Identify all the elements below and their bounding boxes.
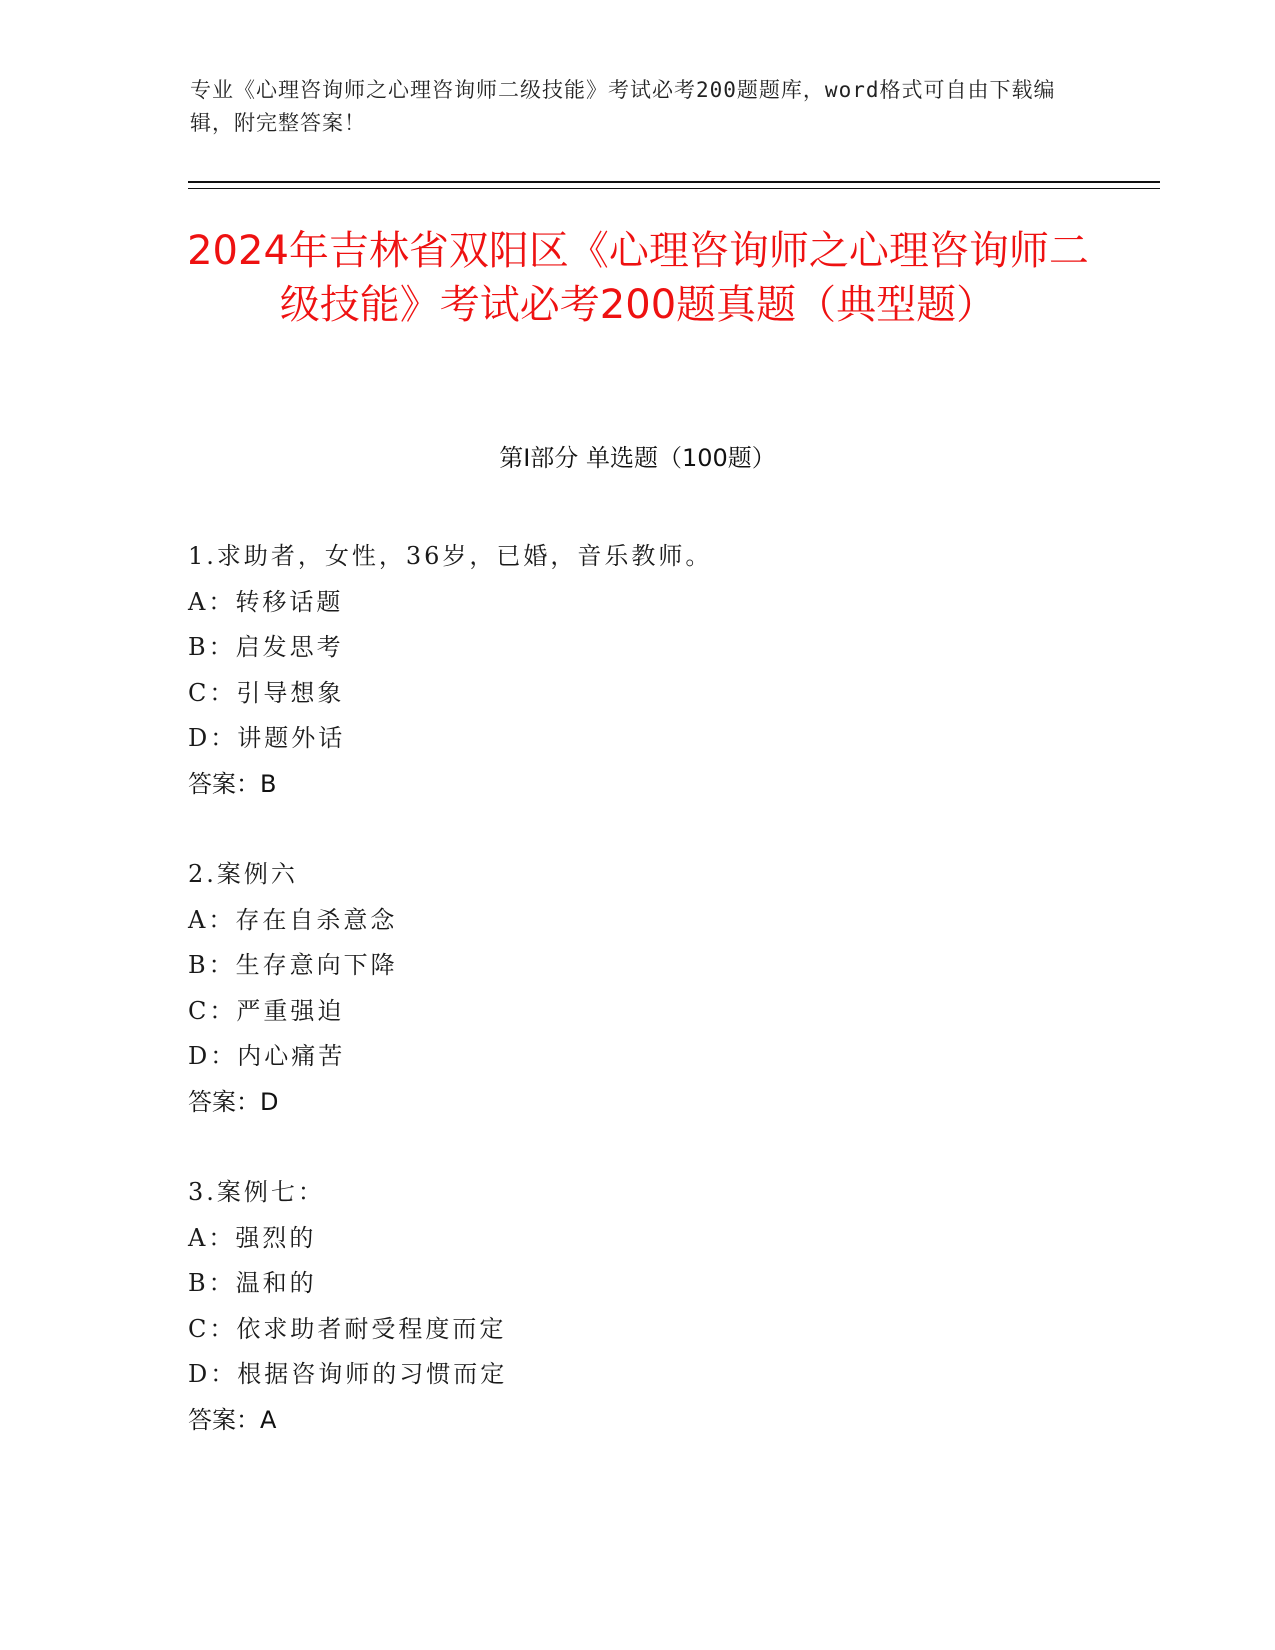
option-a: A：转移话题: [188, 587, 344, 616]
option-b: B：生存意向下降: [188, 951, 398, 979]
section-title: 第I部分 单选题（100题）: [499, 444, 776, 472]
option-d: D：根据咨询师的习惯而定: [188, 1360, 508, 1388]
question-3: [188, 1170, 1088, 1443]
option-c: C：严重强迫: [188, 996, 345, 1025]
option-b: B：启发思考: [188, 633, 344, 661]
question-stem: 1.求助者，女性，36岁，已婚，音乐教师。: [188, 542, 713, 570]
question-list: [188, 534, 1088, 1488]
header-note: 专业《心理咨询师之心理咨询师二级技能》考试必考200题题库，word格式可自由下载编辑，附完整答案！: [190, 78, 1056, 135]
option-d: D：内心痛苦: [188, 1042, 346, 1070]
question-1: [188, 534, 1088, 807]
header-rule-thick: [188, 181, 1160, 183]
option-a: A：强烈的: [188, 1223, 317, 1252]
question-stem: 2.案例六: [188, 860, 298, 888]
option-d: D：讲题外话: [188, 724, 346, 752]
option-b: B：温和的: [188, 1269, 317, 1297]
option-c: C：引导想象: [188, 678, 345, 707]
document-title: 2024年吉林省双阳区《心理咨询师之心理咨询师二级技能》考试必考200题真题（典型题）: [187, 228, 1089, 328]
question-answer: 答案：D: [188, 1087, 279, 1116]
question-stem: 3.案例七：: [188, 1178, 325, 1206]
option-c: C：依求助者耐受程度而定: [188, 1314, 507, 1343]
question-answer: 答案：B: [188, 769, 277, 798]
option-a: A：存在自杀意念: [188, 905, 398, 934]
question-2: [188, 852, 1088, 1125]
question-answer: 答案：A: [188, 1405, 277, 1434]
header-rule-thin: [188, 188, 1160, 189]
